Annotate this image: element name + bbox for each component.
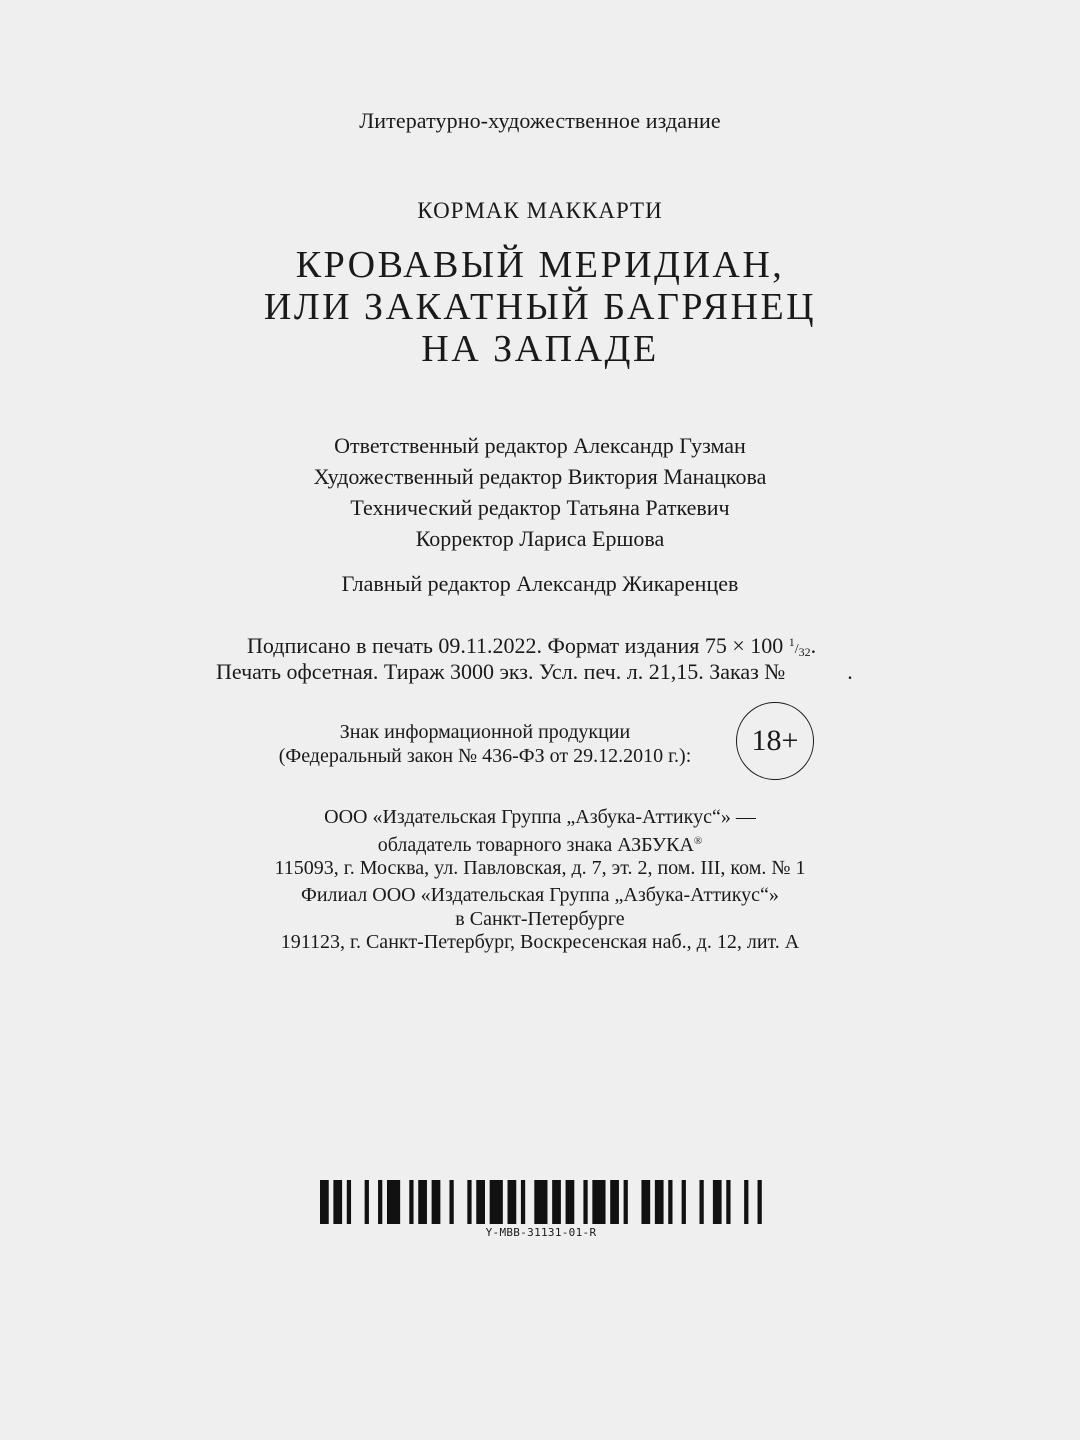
barcode-bar: [387, 1180, 400, 1224]
publisher-line-2: [0, 830, 1080, 858]
barcode-bar: [409, 1180, 413, 1224]
staff-proofreader: Корректор Лариса Ершова: [415, 526, 665, 551]
barcode-bar: [490, 1180, 503, 1224]
info-sign-line-1: Знак информационной продукции: [339, 721, 631, 743]
barcode-bar: [583, 1180, 587, 1224]
branch-line-1: Филиал ООО «Издательская Группа „Азбука-Аттикус“»: [301, 884, 779, 906]
barcode-bar: [655, 1180, 664, 1224]
publisher-info: [0, 806, 1080, 881]
barcode-bar: [641, 1180, 650, 1224]
barcode-bar: [682, 1180, 686, 1224]
barcode-bar: [432, 1180, 441, 1224]
print-info-line-1-end: .: [810, 633, 817, 658]
barcode-bar: [449, 1180, 453, 1224]
branch-line-2: в Санкт-Петербурге: [455, 907, 625, 930]
title-line-2: ИЛИ ЗАКАТНЫЙ БАГРЯНЕЦ: [263, 286, 817, 328]
barcode-bar: [744, 1180, 748, 1224]
format-numerator: 1: [788, 635, 795, 649]
author-name: КОРМАК МАККАРТИ: [417, 198, 663, 223]
barcode-bar: [699, 1180, 703, 1224]
barcode-bar: [624, 1180, 628, 1224]
barcode-bar: [713, 1180, 722, 1224]
publisher-line-1: ООО «Издательская Группа „Азбука-Аттикус“» —: [324, 806, 756, 828]
print-info-line-2-end: .: [847, 659, 853, 684]
info-sign-line-2: (Федеральный закон № 436-ФЗ от 29.12.2010 г.):: [278, 745, 692, 767]
print-info-line-2-text: Печать офсетная. Тираж 3000 экз. Усл. печ. л. 21,15. Заказ №: [216, 659, 786, 684]
barcode-bar: [552, 1180, 561, 1224]
barcode-bar: [566, 1180, 575, 1224]
barcode-bar: [534, 1180, 547, 1224]
staff-technical-editor: Технический редактор Татьяна Раткевич: [350, 495, 730, 520]
barcode-bar: [418, 1180, 427, 1224]
staff-responsible-editor: Ответственный редактор Александр Гузман: [334, 433, 746, 458]
registered-mark: ®: [693, 834, 703, 847]
barcode-bar: [333, 1180, 342, 1224]
info-product-sign: [260, 720, 710, 768]
title-line-1: КРОВАВЫЙ МЕРИДИАН,: [295, 244, 785, 286]
barcode-bar: [347, 1180, 351, 1224]
branch-info: [0, 884, 1080, 955]
barcode-bar: [521, 1180, 525, 1224]
format-slash: /: [794, 642, 799, 657]
publisher-line-2-text: обладатель товарного знака АЗБУКА: [377, 833, 694, 856]
edition-type: Литературно-художественное издание: [359, 108, 721, 133]
barcode-bar: [610, 1180, 619, 1224]
barcode-bar: [476, 1180, 485, 1224]
format-denominator: 32: [798, 645, 811, 659]
branch-line-3: 191123, г. Санкт-Петербург, Воскресенская наб., д. 12, лит. А: [280, 931, 800, 953]
barcode-bar: [758, 1180, 762, 1224]
age-rating-badge: 18+: [736, 702, 814, 780]
barcode-bar: [508, 1180, 517, 1224]
barcode-bar: [378, 1180, 382, 1224]
book-title: [0, 244, 1080, 370]
format-fraction: [788, 635, 811, 659]
barcode-bars: [320, 1180, 762, 1224]
chief-editor: Главный редактор Александр Жикаренцев: [341, 571, 739, 596]
publisher-line-3: 115093, г. Москва, ул. Павловская, д. 7, эт. 2, пом. III, ком. № 1: [274, 857, 806, 879]
barcode-bar: [668, 1180, 672, 1224]
barcode-bar: [467, 1180, 471, 1224]
barcode-bar: [365, 1180, 369, 1224]
staff-art-editor: Художественный редактор Виктория Манацкова: [313, 464, 767, 489]
print-info-line-1-text: Подписано в печать 09.11.2022. Формат издания 75 × 100: [247, 633, 789, 658]
barcode: [320, 1180, 762, 1239]
barcode-bar: [320, 1180, 329, 1224]
title-line-3: НА ЗАПАДЕ: [421, 328, 659, 370]
print-info-line-2: [216, 657, 853, 687]
barcode-bar: [592, 1180, 605, 1224]
barcode-bar: [726, 1180, 730, 1224]
editorial-staff: [0, 430, 1080, 554]
barcode-label: Y-MBB-31131-01-R: [485, 1226, 597, 1239]
